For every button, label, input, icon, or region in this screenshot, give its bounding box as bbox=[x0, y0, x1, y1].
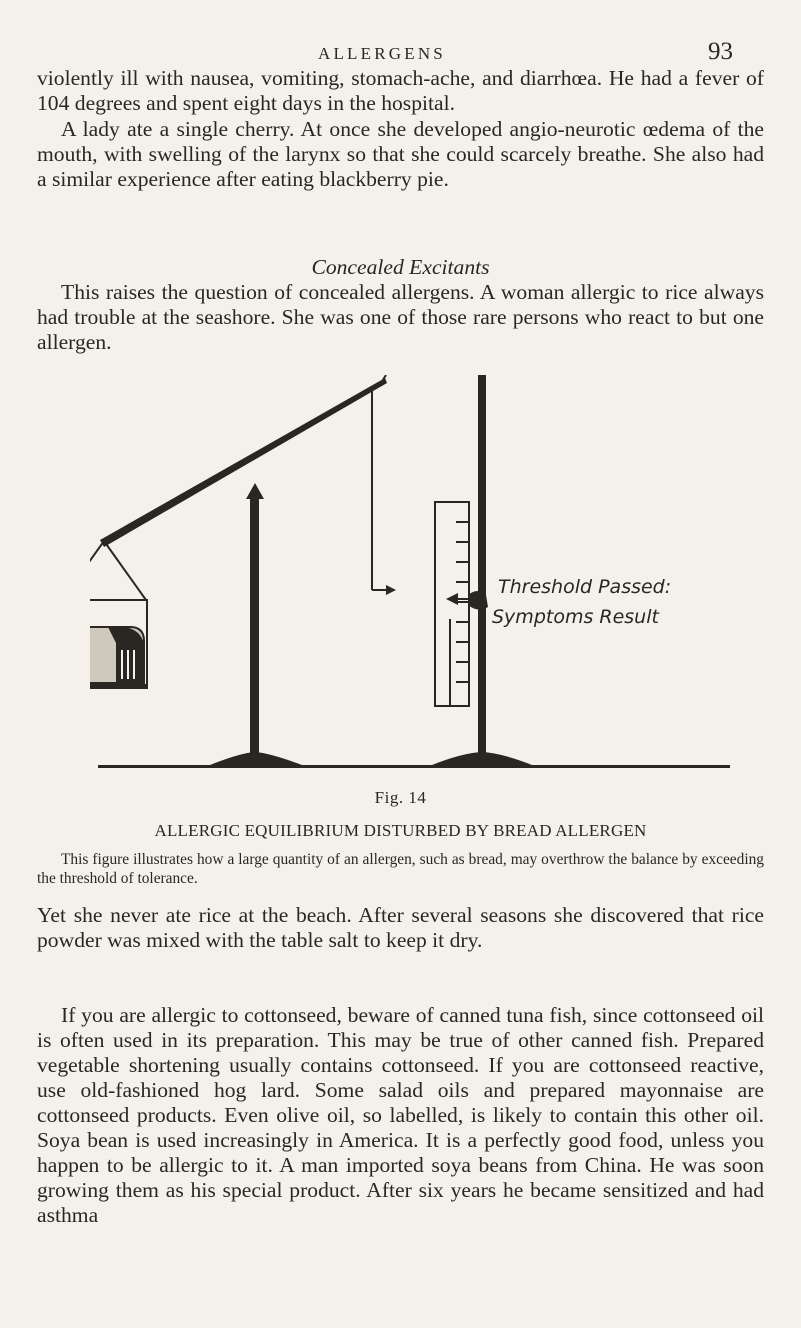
figure-title: ALLERGIC EQUILIBRIUM DISTURBED BY BREAD ALLERGEN bbox=[154, 821, 647, 840]
balance-beam bbox=[100, 378, 387, 547]
paragraph-5: If you are allergic to cottonseed, beware of canned tuna fish, since cottonseed oil is often used in its preparation. This may be true of other canned fish. Prepared vegetable shortening usually contains cottonseed. If you are cottonseed reactive, use old-fashioned hog lard. Some salad oils and prepared mayonnaise are cottonseed products. Even olive oil, so labelled, is likely to contain this other oil. Soya bean is used increasingly in America. It is a perfectly good food, unless you happen to be allergic to it. A man imported soya beans from China. He was soon growing them as his special product. After six years he became sensitized and had asthma bbox=[37, 1003, 764, 1227]
annotation-threshold: Threshold Passed: bbox=[498, 576, 672, 598]
pan-bottom bbox=[90, 684, 147, 689]
left-post-peak bbox=[246, 483, 264, 499]
tolerance-scale bbox=[435, 502, 469, 706]
paragraph-4: Yet she never ate rice at the beach. After several seasons she discovered that rice powder was mixed with the table salt to keep it dry. bbox=[37, 903, 764, 952]
pointer-arrow-icon bbox=[386, 585, 396, 595]
paragraph-1: violently ill with nausea, vomiting, stomach-ache, and diarrhœa. He had a fever of 104 degrees and spent eight days in the hospital. bbox=[37, 66, 764, 115]
annotation-symptoms: Symptoms Result bbox=[492, 606, 659, 628]
running-head: ALLERGENS bbox=[318, 44, 446, 63]
running-header bbox=[0, 38, 801, 68]
balance-figure bbox=[90, 375, 730, 770]
pan-hanger-right bbox=[104, 541, 146, 600]
pan-hanger-left bbox=[90, 541, 104, 600]
figure-caption: This figure illustrates how a large quantity of an allergen, such as bread, may overthrow the balance by exceeding the threshold of tolerance. bbox=[37, 851, 764, 887]
paragraph-2: A lady ate a single cherry. At once she developed angio-neurotic œdema of the mouth, with swelling of the larynx so that she could scarcely breathe. She also had a similar experience after eating blackberry pie. bbox=[37, 117, 764, 191]
threshold-arrow-icon bbox=[446, 593, 458, 605]
left-post bbox=[250, 493, 259, 755]
section-heading: Concealed Excitants bbox=[311, 255, 490, 279]
threshold-post bbox=[478, 375, 486, 755]
paragraph-3: This raises the question of concealed allergens. A woman allergic to rice always had trouble at the seashore. She was one of those rare persons who react to but one allergen. bbox=[37, 280, 764, 354]
page-number: 93 bbox=[708, 38, 733, 65]
bread-loaf-icon bbox=[90, 627, 144, 683]
ground-line bbox=[98, 765, 730, 768]
figure-number: Fig. 14 bbox=[374, 788, 427, 807]
threshold-post-base bbox=[432, 752, 532, 765]
